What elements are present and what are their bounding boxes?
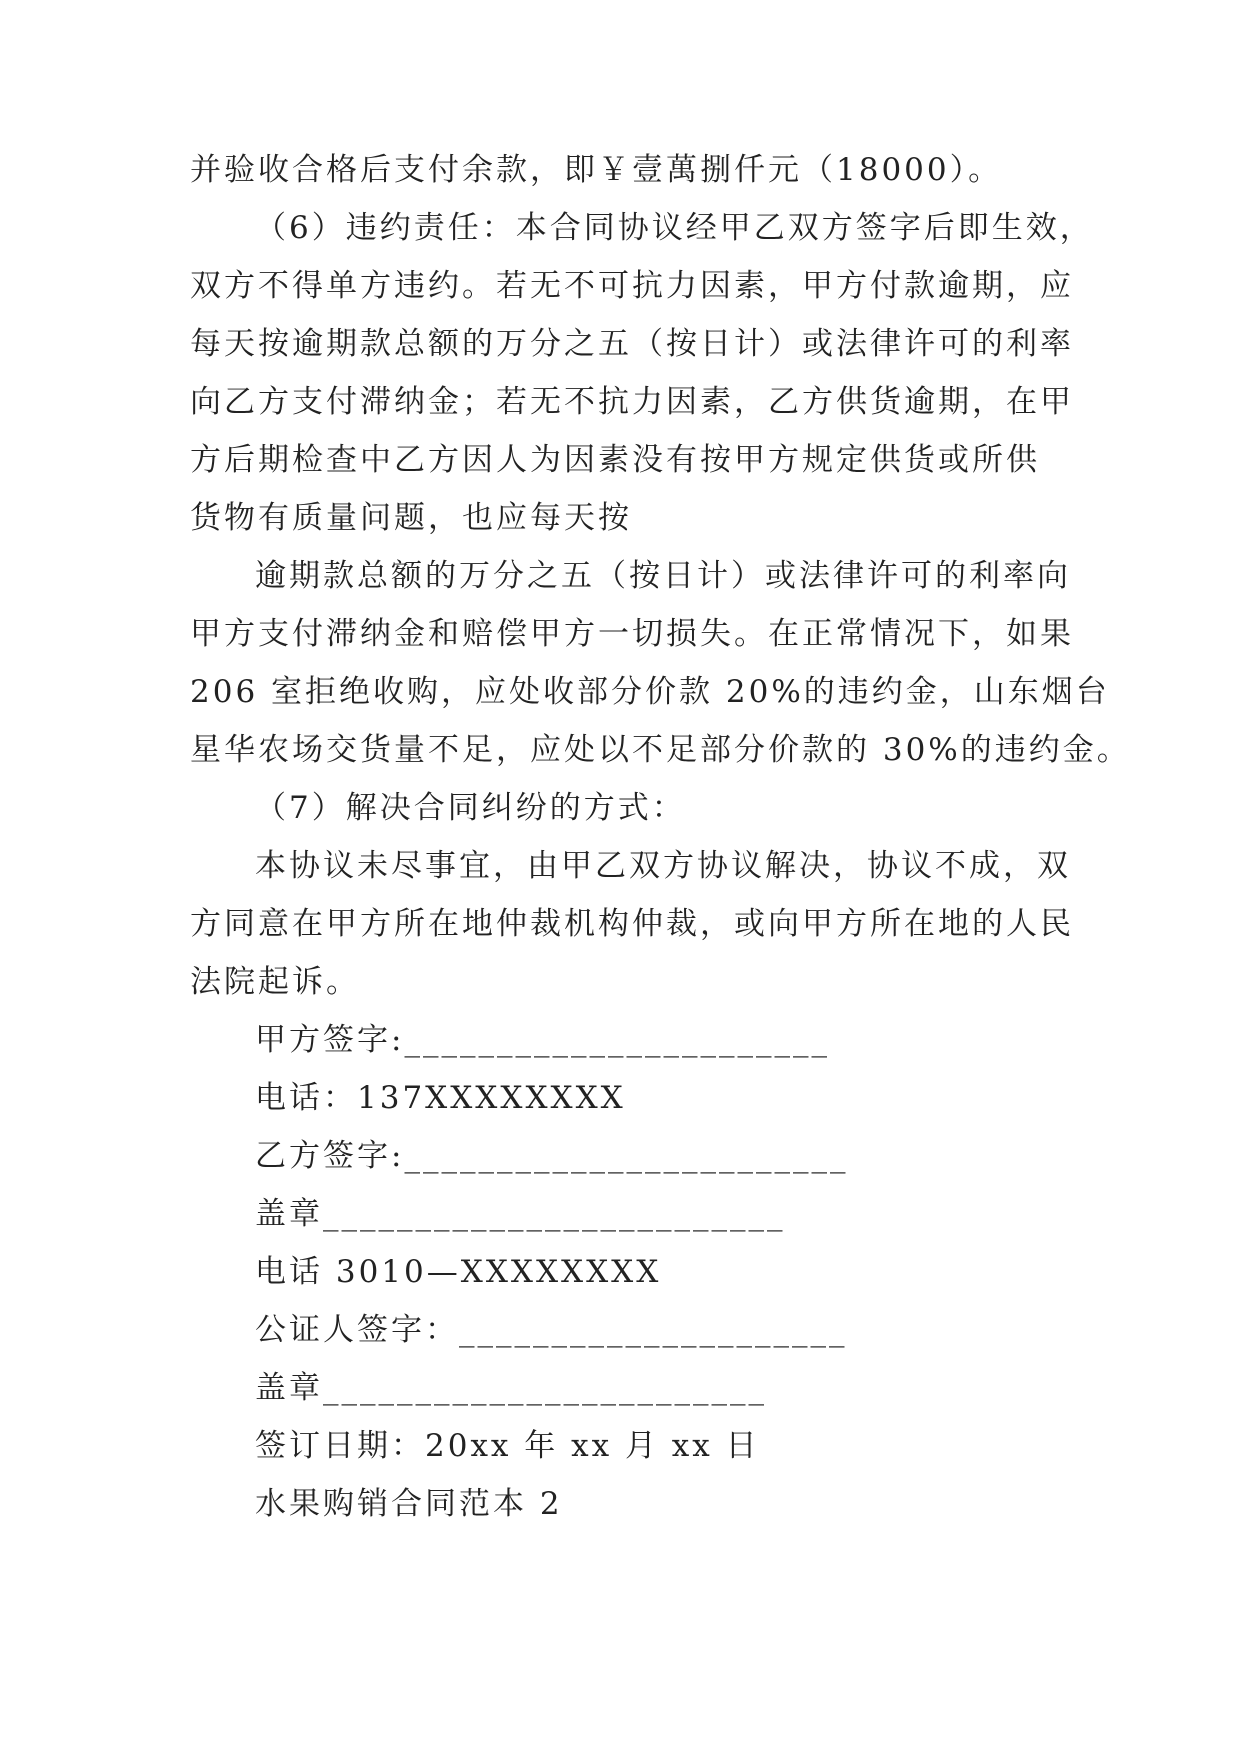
paragraph-line: 星华农场交货量不足，应处以不足部分价款的 30%的违约金。 [190,732,1131,768]
paragraph-line: 逾期款总额的万分之五（按日计）或法律许可的利率向 [255,558,1071,594]
party-a-signature-line: 甲方签字:_______________________ [255,1022,830,1058]
paragraph-line: 法院起诉。 [190,964,360,1000]
paragraph-line: 双方不得单方违约。若无不可抗力因素，甲方付款逾期，应 [190,268,1074,304]
party-b-signature-line: 乙方签字:________________________ [255,1138,849,1174]
party-b-seal-line: 盖章_________________________ [255,1196,786,1232]
paragraph-line: 本协议未尽事宜，由甲乙双方协议解决，协议不成，双 [255,848,1071,884]
paragraph-line: 206 室拒绝收购，应处收部分价款 20%的违约金，山东烟台 [190,674,1110,710]
signing-date: 签订日期：20xx 年 xx 月 xx 日 [255,1428,760,1464]
paragraph-line: 向乙方支付滞纳金；若无不抗力因素，乙方供货逾期，在甲 [190,384,1074,420]
section-heading: （7）解决合同纠纷的方式： [255,790,686,826]
party-a-phone: 电话：137XXXXXXXX [255,1080,626,1116]
paragraph-line: 方同意在甲方所在地仲裁机构仲裁，或向甲方所在地的人民 [190,906,1074,942]
paragraph-line: 方后期检查中乙方因人为因素没有按甲方规定供货或所供 [190,442,1040,478]
paragraph-line: 每天按逾期款总额的万分之五（按日计）或法律许可的利率 [190,326,1074,362]
notary-seal-line: 盖章________________________ [255,1370,767,1406]
paragraph-line: 并验收合格后支付余款，即￥壹萬捌仟元（18000）。 [190,152,1003,188]
notary-signature-line: 公证人签字：_____________________ [255,1312,848,1348]
party-b-phone: 电话 3010—XXXXXXXX [255,1254,662,1290]
paragraph-line: 货物有质量问题，也应每天按 [190,500,632,536]
next-contract-title: 水果购销合同范本 2 [255,1486,563,1522]
paragraph-line: （6）违约责任：本合同协议经甲乙双方签字后即生效， [255,210,1094,246]
paragraph-line: 甲方支付滞纳金和赔偿甲方一切损失。在正常情况下，如果 [190,616,1074,652]
